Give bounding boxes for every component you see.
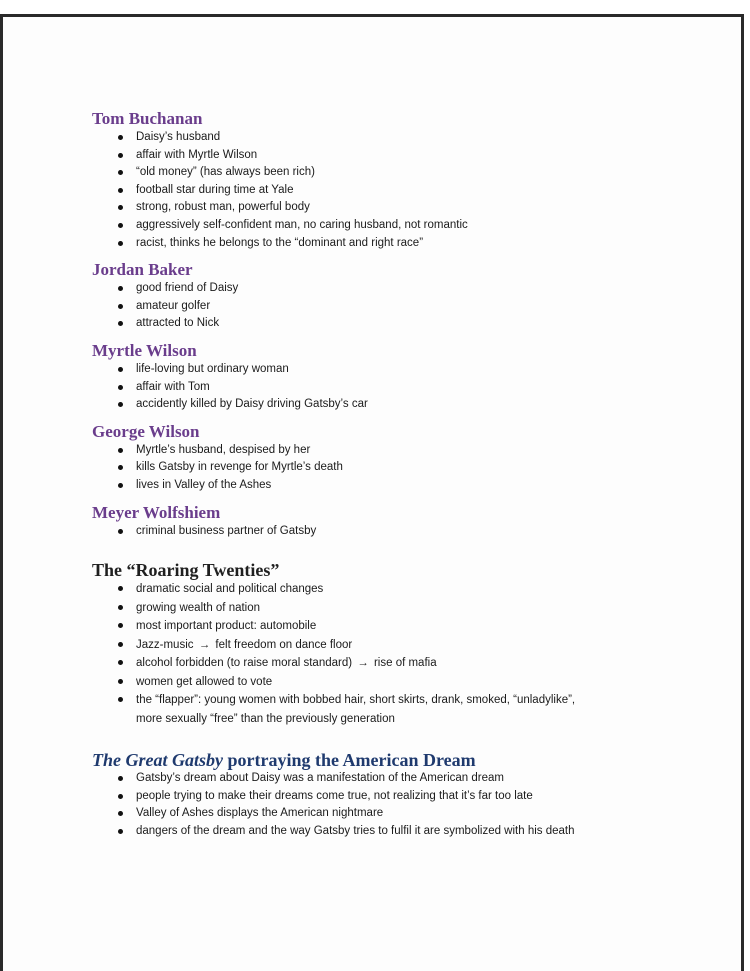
bullet-icon: [118, 286, 123, 291]
list-item: kills Gatsby in revenge for Myrtle’s death: [92, 459, 712, 477]
list-item: growing wealth of nation: [92, 599, 712, 618]
list-item: most important product: automobile: [92, 617, 712, 636]
bullet-icon: [118, 135, 123, 140]
list-item: Gatsby’s dream about Daisy was a manifestation of the American dream: [92, 770, 712, 788]
bullet-icon: [118, 465, 123, 470]
bullet-icon: [118, 367, 123, 372]
list-item: racist, thinks he belongs to the “dominant and right race”: [92, 235, 712, 253]
list-myrtle-wilson: [92, 361, 712, 414]
list-item: alcohol forbidden (to raise moral standard) → rise of mafia: [92, 654, 712, 673]
list-american-dream: [92, 770, 712, 840]
bullet-icon: [118, 223, 123, 228]
list-item: affair with Myrtle Wilson: [92, 147, 712, 165]
list-meyer-wolfshiem: [92, 523, 712, 541]
list-item: dangers of the dream and the way Gatsby tries to fulfil it are symbolized with his death: [92, 823, 712, 841]
section-george-wilson: [92, 422, 712, 495]
bullet-icon: [118, 241, 123, 246]
bullet-icon: [118, 660, 123, 665]
section-american-dream: [92, 750, 712, 840]
bullet-icon: [118, 679, 123, 684]
heading-american-dream: The Great Gatsby portraying the American Dream: [92, 750, 476, 771]
list-item: Myrtle’s husband, despised by her: [92, 442, 712, 460]
top-bar: [0, 0, 750, 14]
list-item: criminal business partner of Gatsby: [92, 523, 712, 541]
bullet-icon: [118, 153, 123, 158]
section-jordan-baker: [92, 260, 712, 333]
list-item: “old money” (has always been rich): [92, 164, 712, 182]
list-item: affair with Tom: [92, 379, 712, 397]
section-roaring-twenties: [92, 560, 712, 728]
list-item: amateur golfer: [92, 298, 712, 316]
list-george-wilson: [92, 442, 712, 495]
list-jordan-baker: [92, 280, 712, 333]
document-content: [92, 109, 712, 840]
bullet-icon: [118, 776, 123, 781]
bullet-icon: [118, 321, 123, 326]
list-tom-buchanan: [92, 129, 712, 252]
list-item: life-loving but ordinary woman: [92, 361, 712, 379]
bullet-icon: [118, 402, 123, 407]
list-item: aggressively self-confident man, no caring husband, not romantic: [92, 217, 712, 235]
list-item: the “flapper”: young women with bobbed hair, short skirts, drank, smoked, “unladylike”, more sexually “free” than the previously generation: [92, 691, 712, 728]
section-tom-buchanan: [92, 109, 712, 252]
bullet-icon: [118, 448, 123, 453]
bullet-icon: [118, 697, 123, 702]
bullet-icon: [118, 205, 123, 210]
heading-meyer-wolfshiem: Meyer Wolfshiem: [92, 502, 221, 522]
bullet-icon: [118, 483, 123, 488]
list-item: Jazz-music → felt freedom on dance floor: [92, 636, 712, 655]
bullet-icon: [118, 170, 123, 175]
bullet-icon: [118, 623, 123, 628]
heading-tom-buchanan: Tom Buchanan: [92, 109, 203, 128]
bullet-icon: [118, 304, 123, 309]
heading-roaring-twenties: The “Roaring Twenties”: [92, 560, 280, 581]
heading-jordan-baker: Jordan Baker: [92, 260, 193, 280]
bullet-icon: [118, 605, 123, 610]
list-item: people trying to make their dreams come true, not realizing that it’s far too late: [92, 788, 712, 806]
list-item: accidently killed by Daisy driving Gatsby’s car: [92, 396, 712, 414]
arrow-right-icon: →: [198, 638, 211, 651]
list-item: good friend of Daisy: [92, 280, 712, 298]
section-meyer-wolfshiem: [92, 503, 712, 541]
bullet-icon: [118, 385, 123, 390]
bullet-icon: [118, 829, 123, 834]
bullet-icon: [118, 642, 123, 647]
bullet-icon: [118, 794, 123, 799]
list-item: Daisy’s husband: [92, 129, 712, 147]
bullet-icon: [118, 529, 123, 534]
list-roaring-twenties: [92, 580, 712, 728]
bullet-icon: [118, 586, 123, 591]
arrow-right-icon: →: [357, 657, 369, 670]
section-myrtle-wilson: [92, 341, 712, 414]
list-item: dramatic social and political changes: [92, 580, 712, 599]
list-item: women get allowed to vote: [92, 673, 712, 692]
document-page: [0, 14, 744, 971]
list-item: football star during time at Yale: [92, 182, 712, 200]
list-item: Valley of Ashes displays the American nightmare: [92, 805, 712, 823]
list-item: lives in Valley of the Ashes: [92, 477, 712, 495]
bullet-icon: [118, 811, 123, 816]
list-item: attracted to Nick: [92, 315, 712, 333]
list-item: strong, robust man, powerful body: [92, 199, 712, 217]
bullet-icon: [118, 188, 123, 193]
heading-george-wilson: George Wilson: [92, 421, 200, 441]
heading-myrtle-wilson: Myrtle Wilson: [92, 340, 197, 360]
